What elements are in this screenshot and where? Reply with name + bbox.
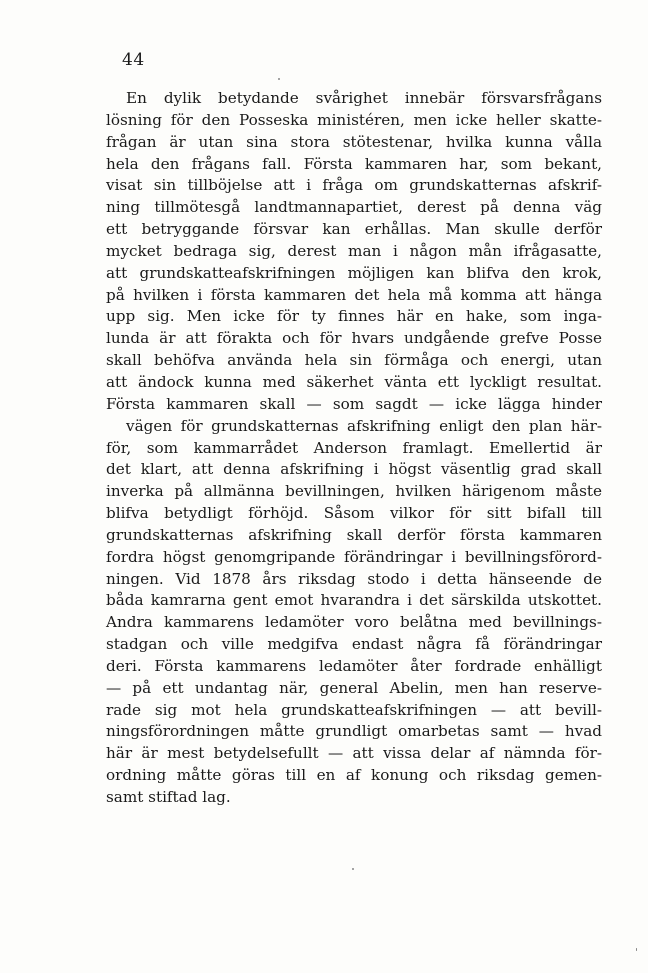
text-line: på hvilken i första kammaren det hela må komma att hänga [106, 285, 602, 304]
text-line: vägen för grundskatternas afskrifning enligt den plan här- [126, 416, 602, 435]
text-line: att grundskatteafskrifningen möjligen kan blifva den krok, [106, 263, 602, 282]
text-line: båda kamrarna gent emot hvarandra i det särskilda utskottet. [106, 591, 602, 610]
text-line: samt stiftad lag. [106, 788, 231, 806]
text-line: Andra kammarens ledamöter voro belåtna med bevillnings- [106, 613, 602, 632]
text-line: det klart, att denna afskrifning i högst väsentlig grad skall [106, 460, 602, 479]
text-line: — på ett undantag när, general Abelin, men han reserve- [106, 678, 602, 697]
paper-speck [352, 868, 354, 870]
text-line: rade sig mot hela grundskatteafskrifningen — att bevill- [106, 700, 602, 719]
text-line: skall behöfva använda hela sin förmåga och energi, utan [106, 351, 602, 370]
text-line: upp sig. Men icke för ty finnes här en hake, som inga- [106, 307, 602, 326]
text-line: grundskatternas afskrifning skall derför första kammaren [106, 525, 602, 544]
text-line: deri. Första kammarens ledamöter åter fordrade enhälligt [106, 656, 602, 675]
text-line: ningsförordningen måtte grundligt omarbetas samt — hvad [106, 722, 602, 741]
text-line: för, som kammarrådet Anderson framlagt. Emellertid är [106, 438, 602, 457]
text-line: stadgan och ville medgifva endast några få förändringar [106, 635, 602, 654]
body-text [106, 88, 602, 809]
paper-speck [278, 78, 280, 80]
text-line: inverka på allmänna bevillningen, hvilken härigenom måste [106, 482, 602, 501]
text-line: visat sin tillböjelse att i fråga om grundskatternas afskrif- [106, 176, 602, 195]
text-line: hela den frågans fall. Första kammaren har, som bekant, [106, 154, 602, 173]
text-line: ning tillmötesgå landtmannapartiet, derest på denna väg [106, 198, 602, 217]
text-line: frågan är utan sina stora stötestenar, hvilka kunna vålla [106, 132, 602, 151]
text-line: ningen. Vid 1878 års riksdag stodo i detta hänseende de [106, 569, 602, 588]
text-line: fordra högst genomgripande förändringar i bevillningsförord- [106, 547, 602, 566]
text-line: mycket bedraga sig, derest man i någon mån ifrågasatte, [106, 241, 602, 260]
text-line: En dylik betydande svårighet innebär försvarsfrågans [126, 89, 602, 107]
text-line: blifva betydligt förhöjd. Såsom vilkor för sitt bifall till [106, 504, 602, 523]
text-line: här är mest betydelsefullt — att vissa delar af nämnda för- [106, 744, 602, 763]
page-number: 44 [122, 50, 145, 70]
paper-speck [636, 948, 637, 951]
text-line: att ändock kunna med säkerhet vänta ett lyckligt resultat. [106, 372, 602, 391]
text-line: Första kammaren skall — som sagdt — icke lägga hinder [106, 394, 602, 413]
text-line: lösning för den Posseska ministéren, men icke heller skatte- [106, 110, 602, 129]
text-line: ett betryggande försvar kan erhållas. Man skulle derför [106, 220, 602, 239]
text-line: ordning måtte göras till en af konung och riksdag gemen- [106, 766, 602, 785]
text-line: lunda är att förakta och för hvars undgående grefve Posse [106, 329, 602, 348]
